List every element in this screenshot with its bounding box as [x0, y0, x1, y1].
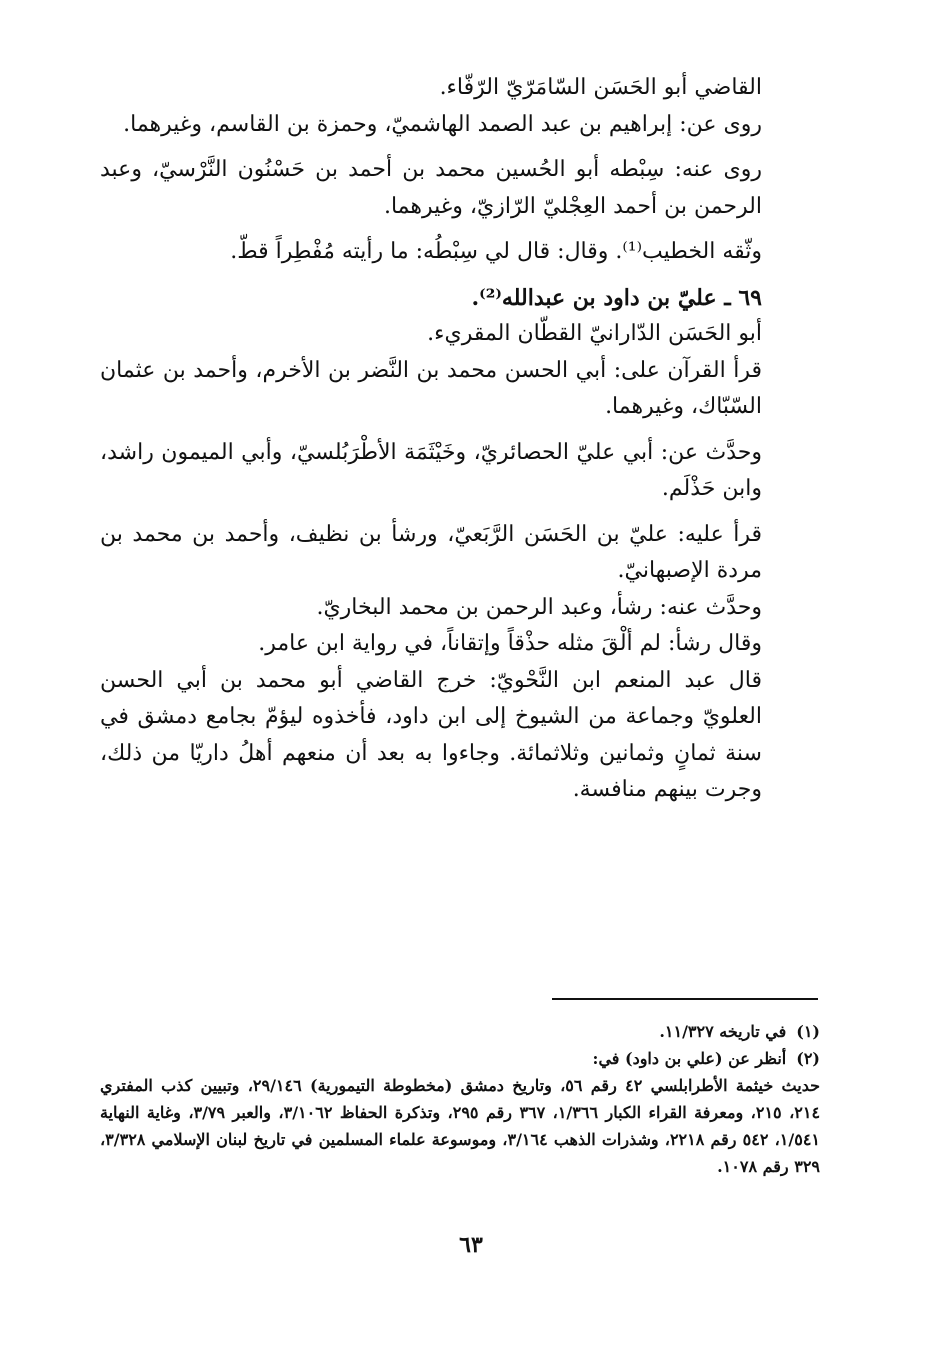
footnote-1 [100, 1018, 820, 1045]
main-text [100, 70, 820, 809]
entry-prev-trust-note: وثّقه الخطيب⁽¹⁾. وقال: قال لي سِبْطُه: ما رأيته مُفْطِراً قطّ. [230, 239, 762, 264]
entry-narrated-by: وحدَّث عنه: رشأ، وعبد الرحمن بن محمد البخاريّ. [316, 594, 762, 620]
footnote-number: (٢) [796, 1049, 820, 1068]
footnote-text: أنظر عن (علي بن داود) في: [592, 1049, 787, 1068]
footnote-2 [100, 1045, 820, 1072]
footnote-divider [552, 998, 818, 1000]
footnote-text: في تاريخه ١١/٣٢٧. [659, 1022, 787, 1041]
entry-recited-by: قرأ عليه: عليّ بن الحَسَن الرَّبَعيّ، ورشأ بن نظيف، وأحمد بن محمد بن مردة الإصبهانيّ. [100, 521, 762, 583]
entry-prev-narrated-from: روى عن: إبراهيم بن عبد الصمد الهاشميّ، وحمزة بن القاسم، وغيرهما. [123, 111, 762, 137]
entry-recited-to: قرأ القرآن على: أبي الحسن محمد بن النَّضر بن الأخرم، وأحمد بن عثمان السّبّاك، وغيرهما. [100, 357, 762, 419]
entry-heading: ٦٩ ـ عليّ بن داود بن عبدالله⁽²⁾. [471, 284, 762, 311]
entry-rasha-quote: وقال رشأ: لم ألْقَ مثله حذْقاً وإتقاناً، في رواية ابن عامر. [258, 631, 762, 656]
entry-narrated-from: وحدَّث عن: أبي عليّ الحصائريّ، وخَيْثَمَة الأطْرَبُلسيّ، وأبي الميمون راشد، وابن حَذْلَم. [100, 439, 762, 501]
entry-prev-title-line: القاضي أبو الحَسَن السّامَرّيّ الرّفّاء. [439, 75, 762, 100]
footnote-2-references: حديث خيثمة الأطرابلسي ٤٢ رقم ٥٦، وتاريخ دمشق (مخطوطة التيمورية) ٢٩/١٤٦، وتبيين كذب المفتري ٢١٤، ٢١٥، ومعرفة القراء الكبار ١/٣٦٦، ٣٦٧ رقم ٢٩٥، وتذكرة الحفاظ ٣/١٠٦٢، والعبر ٣/٧٩، وغاية النهاية ١/٥٤١، ٥٤٢ رقم ٢٢١٨، وشذرات الذهب ٣/١٦٤، وموسوعة علماء المسلمين في تاريخ لبنان الإسلامي ٣/٣٢٨، ٣٢٩ رقم ١٠٧٨. [100, 1076, 821, 1176]
footnote-number: (١) [796, 1022, 820, 1041]
entry-kunya: أبو الحَسَن الدّارانيّ القطّان المقريء. [427, 321, 762, 346]
entry-prev-narrated-by: روى عنه: سِبْطه أبو الحُسين محمد بن أحمد بن حَسْنُون النَّرْسيّ، وعبد الرحمن بن أحمد العِجْليّ الرّازيّ، وغيرهما. [100, 157, 762, 219]
page-number: ٦٣ [459, 1232, 483, 1258]
footnotes [100, 1018, 820, 1180]
entry-story: قال عبد المنعم ابن النَّحْويّ: خرج القاضي أبو محمد بن أبي الحسن العلويّ وجماعة من الشيوخ إلى ابن داود، فأخذوه ليؤمّ بجامع دمشق في سنة ثمانٍ وثمانين وثلاثمائة. وجاءوا به بعد أن منعهم أهلُ داريّا من ذلك، وجرت بينهم منافسة. [100, 667, 762, 802]
